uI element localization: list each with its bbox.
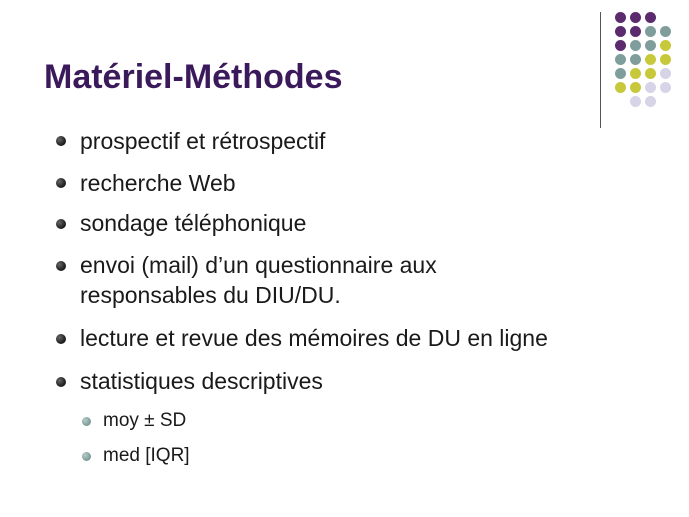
- dot: [615, 68, 626, 79]
- bullet-item: lecture et revue des mémoires de DU en ligne: [80, 325, 548, 351]
- dot: [630, 68, 641, 79]
- bullet-item: statistiques descriptives: [80, 368, 323, 394]
- bullet-icon: [56, 377, 66, 387]
- divider-line: [600, 12, 601, 128]
- bullet-item: sondage téléphonique: [80, 210, 307, 236]
- dot: [630, 54, 641, 65]
- dot: [615, 82, 626, 93]
- bullet-icon: [56, 261, 66, 271]
- dot: [645, 82, 656, 93]
- bullet-icon: [56, 178, 66, 188]
- dot: [660, 26, 671, 37]
- slide-title: Matériel-Méthodes: [44, 58, 343, 96]
- bullet-icon: [56, 219, 66, 229]
- dot: [645, 40, 656, 51]
- dot: [630, 12, 641, 23]
- dot: [615, 54, 626, 65]
- dot: [615, 12, 626, 23]
- sub-bullet-item: med [IQR]: [103, 445, 190, 466]
- dot: [660, 40, 671, 51]
- dot: [630, 40, 641, 51]
- bullet-item: prospectif et rétrospectif: [80, 128, 326, 154]
- dot: [645, 54, 656, 65]
- bullet-item-line1: envoi (mail) d’un questionnaire aux: [80, 252, 437, 278]
- dot: [630, 82, 641, 93]
- dot: [645, 68, 656, 79]
- bullet-item-line2: responsables du DIU/DU.: [80, 282, 341, 308]
- dot: [630, 26, 641, 37]
- bullet-icon: [56, 334, 66, 344]
- bullet-item: [80, 250, 437, 310]
- dot: [630, 96, 641, 107]
- sub-bullet-icon: [82, 417, 91, 426]
- bullet-icon: [56, 136, 66, 146]
- bullet-item: recherche Web: [80, 170, 236, 196]
- dot: [645, 96, 656, 107]
- dot: [645, 12, 656, 23]
- sub-bullet-item: moy ± SD: [103, 410, 187, 431]
- dot: [615, 40, 626, 51]
- sub-bullet-icon: [82, 452, 91, 461]
- dot: [660, 54, 671, 65]
- dot: [615, 26, 626, 37]
- dot: [660, 68, 671, 79]
- dot: [645, 26, 656, 37]
- dot: [660, 82, 671, 93]
